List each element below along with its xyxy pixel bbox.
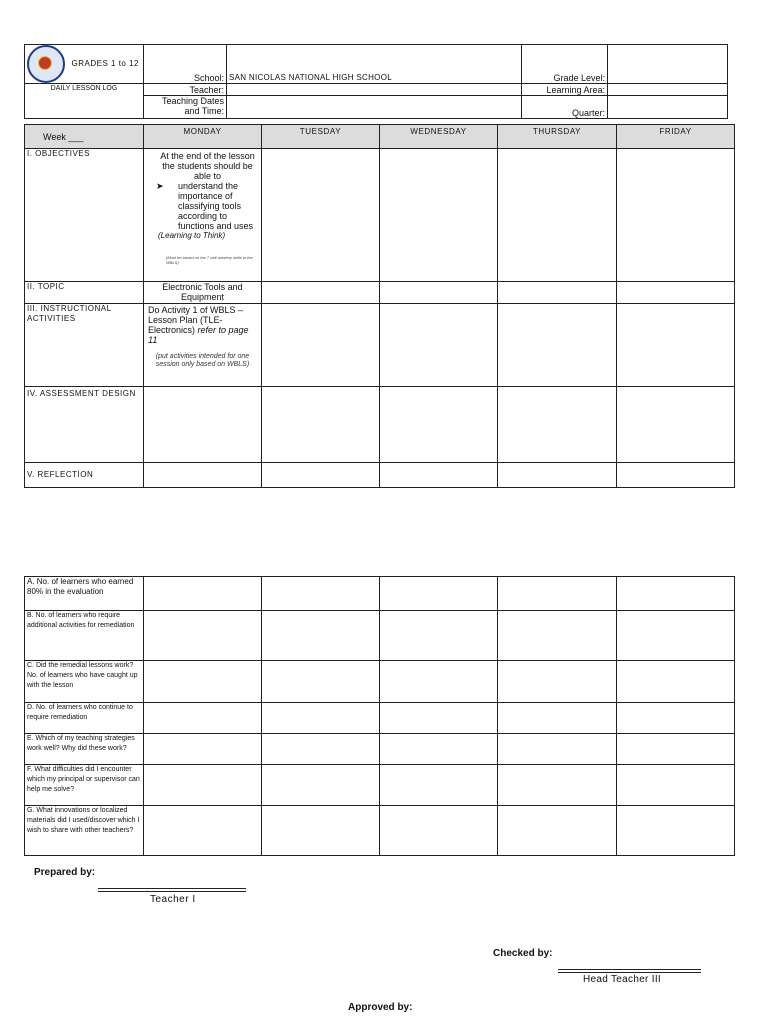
remark-g: G. What innovations or localized materials did I used/discover which I wish to share with other teachers? — [25, 806, 144, 856]
remark-b: B. No. of learners who require additional activities for remediation — [25, 611, 144, 661]
teacher-title: Teacher I — [150, 894, 196, 905]
instructional-thursday[interactable] — [498, 304, 617, 387]
remark-cell[interactable] — [617, 765, 735, 806]
remark-cell[interactable] — [380, 703, 498, 734]
remark-cell[interactable] — [617, 734, 735, 765]
objectives-thursday[interactable] — [498, 149, 617, 282]
remark-cell[interactable] — [380, 611, 498, 661]
reflection-friday[interactable] — [617, 463, 735, 488]
school-value: SAN NICOLAS NATIONAL HIGH SCHOOL — [227, 45, 522, 84]
deped-seal-icon — [27, 45, 65, 83]
reflection-label: V. REFLECTION — [25, 463, 144, 488]
prepared-by-label: Prepared by: — [34, 867, 96, 878]
topic-friday[interactable] — [617, 282, 735, 304]
objectives-wednesday[interactable] — [380, 149, 498, 282]
remark-cell[interactable] — [380, 577, 498, 611]
assessment-design-label: IV. ASSESSMENT DESIGN — [25, 387, 144, 463]
remark-cell[interactable] — [498, 765, 617, 806]
grade-level-label: Grade Level: — [522, 45, 608, 84]
day-tuesday: TUESDAY — [262, 125, 380, 149]
objectives-tuesday[interactable] — [262, 149, 380, 282]
checked-by-label: Checked by: — [493, 948, 553, 959]
remark-cell[interactable] — [617, 703, 735, 734]
day-thursday: THURSDAY — [498, 125, 617, 149]
quarter-label: Quarter: — [522, 96, 608, 119]
daily-lesson-log-title: DAILY LESSON LOG — [25, 84, 144, 119]
remark-cell[interactable] — [617, 611, 735, 661]
remark-d: D. No. of learners who continue to require remediation — [25, 703, 144, 734]
remark-cell[interactable] — [144, 703, 262, 734]
remark-cell[interactable] — [144, 806, 262, 856]
assessment-tuesday[interactable] — [262, 387, 380, 463]
remarks-table — [24, 576, 735, 856]
assessment-wednesday[interactable] — [380, 387, 498, 463]
remark-cell[interactable] — [617, 577, 735, 611]
remark-cell[interactable] — [380, 661, 498, 703]
topic-label: II. TOPIC — [25, 282, 144, 304]
objectives-friday[interactable] — [617, 149, 735, 282]
topic-tuesday[interactable] — [262, 282, 380, 304]
reflection-wednesday[interactable] — [380, 463, 498, 488]
instructional-activities-label: III. INSTRUCTIONAL ACTIVITIES — [25, 304, 144, 387]
head-teacher-signature-line[interactable] — [558, 969, 701, 973]
teacher-value[interactable] — [227, 84, 522, 96]
grades-label: GRADES 1 to 12 — [71, 59, 139, 69]
remark-cell[interactable] — [144, 661, 262, 703]
header-logo-cell — [25, 45, 144, 84]
remark-cell[interactable] — [144, 577, 262, 611]
remark-c: C. Did the remedial lessons work? No. of learners who have caught up with the lesson — [25, 661, 144, 703]
header-table — [24, 44, 728, 119]
lesson-table — [24, 124, 735, 488]
remark-cell[interactable] — [498, 661, 617, 703]
arrow-bullet-icon: ➤ — [156, 181, 164, 191]
learning-area-value[interactable] — [608, 84, 728, 96]
instructional-friday[interactable] — [617, 304, 735, 387]
learning-area-label: Learning Area: — [522, 84, 608, 96]
remark-e: E. Which of my teaching strategies work well? Why did these work? — [25, 734, 144, 765]
remark-cell[interactable] — [144, 765, 262, 806]
teacher-signature-line[interactable] — [98, 888, 246, 892]
quarter-value[interactable] — [608, 96, 728, 119]
objectives-monday[interactable]: At the end of the lesson the students should be able to ➤ understand the importance of classifying tools according to functions and uses (Learning to Think) (Must be based on the 7 self-mastery skills in the WBLS) — [144, 149, 262, 282]
school-label: School: — [144, 45, 227, 84]
reflection-thursday[interactable] — [498, 463, 617, 488]
remark-cell[interactable] — [262, 661, 380, 703]
remark-cell[interactable] — [498, 611, 617, 661]
teacher-label: Teacher: — [144, 84, 227, 96]
week-label: Week ___ — [25, 125, 144, 149]
remark-cell[interactable] — [617, 661, 735, 703]
instructional-wednesday[interactable] — [380, 304, 498, 387]
topic-thursday[interactable] — [498, 282, 617, 304]
topic-wednesday[interactable] — [380, 282, 498, 304]
remark-a: A. No. of learners who earned 80% in the evaluation — [25, 577, 144, 611]
objectives-label: I. OBJECTIVES — [25, 149, 144, 282]
reflection-monday[interactable] — [144, 463, 262, 488]
grade-level-value[interactable] — [608, 45, 728, 84]
remark-cell[interactable] — [380, 806, 498, 856]
remark-cell[interactable] — [498, 806, 617, 856]
approved-by-label: Approved by: — [348, 1002, 413, 1013]
reflection-tuesday[interactable] — [262, 463, 380, 488]
remark-cell[interactable] — [262, 611, 380, 661]
day-monday: MONDAY — [144, 125, 262, 149]
remark-cell[interactable] — [262, 806, 380, 856]
remark-cell[interactable] — [144, 611, 262, 661]
assessment-monday[interactable] — [144, 387, 262, 463]
teaching-dates-label: Teaching Dates and Time: — [144, 96, 227, 119]
remark-cell[interactable] — [380, 734, 498, 765]
remark-cell[interactable] — [617, 806, 735, 856]
instructional-tuesday[interactable] — [262, 304, 380, 387]
instructional-monday[interactable]: Do Activity 1 of WBLS – Lesson Plan (TLE-Electronics) refer to page 11 (put activities intended for one session only based on WBLS) — [144, 304, 262, 387]
remark-cell[interactable] — [262, 734, 380, 765]
head-teacher-title: Head Teacher III — [583, 974, 661, 985]
remark-cell[interactable] — [498, 703, 617, 734]
day-friday: FRIDAY — [617, 125, 735, 149]
remark-cell[interactable] — [262, 703, 380, 734]
remark-cell[interactable] — [262, 765, 380, 806]
remark-cell[interactable] — [144, 734, 262, 765]
assessment-thursday[interactable] — [498, 387, 617, 463]
remark-f: F. What difficulties did I encounter which my principal or supervisor can help me solve? — [25, 765, 144, 806]
teaching-dates-value[interactable] — [227, 96, 522, 119]
remark-cell[interactable] — [262, 577, 380, 611]
day-wednesday: WEDNESDAY — [380, 125, 498, 149]
remark-cell[interactable] — [498, 577, 617, 611]
assessment-friday[interactable] — [617, 387, 735, 463]
remark-cell[interactable] — [498, 734, 617, 765]
remark-cell[interactable] — [380, 765, 498, 806]
topic-monday[interactable]: Electronic Tools and Equipment — [144, 282, 262, 304]
